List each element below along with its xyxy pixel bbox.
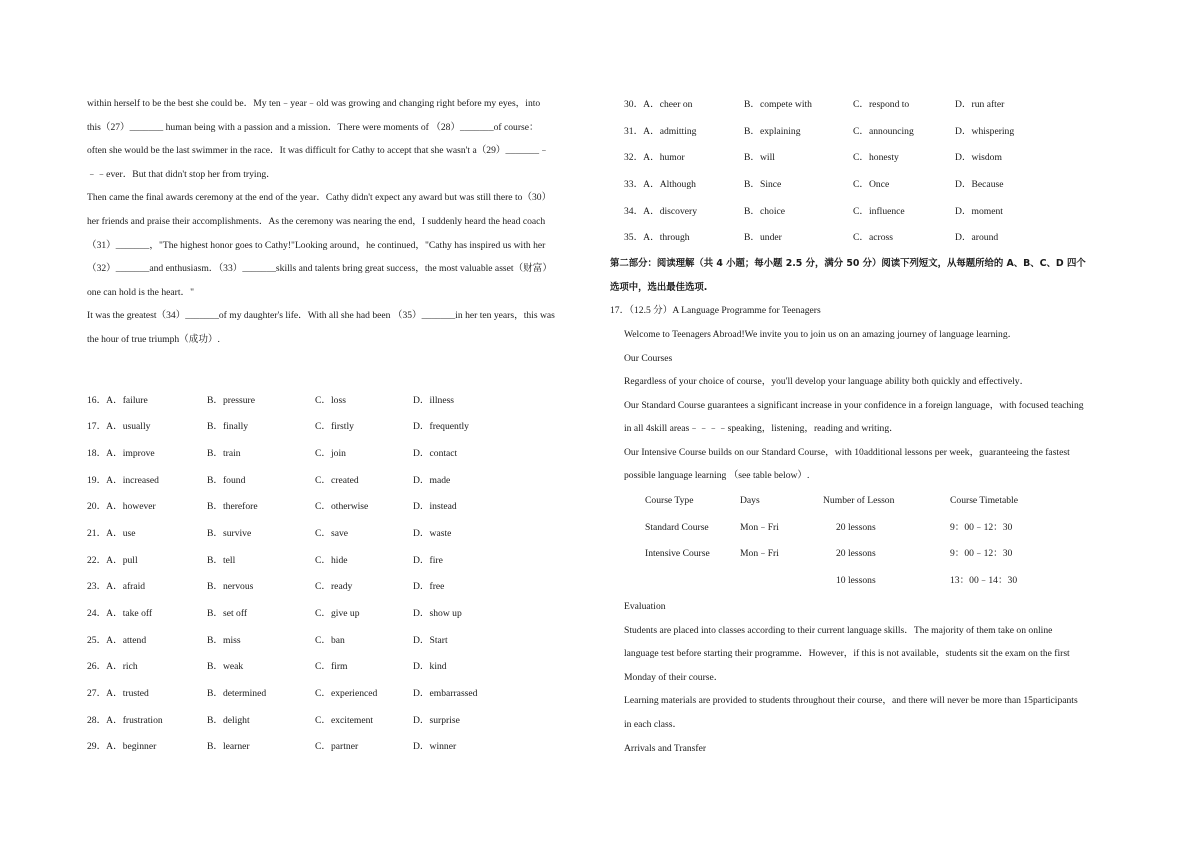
option-c: C．partner — [315, 741, 359, 753]
section-heading: 第二部分：阅读理解（共 4 小题；每小题 2.5 分，满分 50 分）阅读下列短文，从每题所给的 A、B、C、D 四个 — [610, 258, 1086, 270]
table-header: Course Timetable — [950, 495, 1018, 507]
option-b: B．delight — [207, 714, 250, 726]
section-heading: 选项中，选出最佳选项. — [610, 281, 708, 293]
table-cell: Mon﹣Fri — [740, 548, 779, 560]
option-d: D．around — [955, 232, 999, 244]
option-a: 18．A．improve — [87, 447, 155, 459]
subheading: Evaluation — [624, 601, 666, 613]
option-c: C．ban — [315, 634, 345, 646]
option-a: 27．A．trusted — [87, 688, 149, 700]
passage-line: Regardless of your choice of course，you'll develop your language ability both quickly and effectively． — [624, 376, 1030, 388]
table-header: Days — [740, 495, 760, 507]
option-a: 30．A．cheer on — [624, 99, 693, 110]
left-column — [87, 92, 590, 761]
question-title: 17．（12.5 分）A Language Programme for Teenagers — [610, 305, 821, 317]
option-d: D．moment — [955, 205, 1003, 217]
option-row — [610, 145, 1130, 172]
option-c: C．otherwise — [315, 501, 369, 513]
option-d: D．winner — [413, 741, 457, 753]
option-row — [87, 574, 590, 601]
option-d: D．show up — [413, 608, 462, 620]
option-a: 31．A．admitting — [624, 125, 697, 137]
table-header: Number of Lesson — [823, 495, 895, 507]
option-b: B．choice — [744, 205, 786, 217]
option-c: C．ready — [315, 581, 353, 593]
option-row — [610, 225, 1130, 252]
option-b: B．pressure — [207, 394, 255, 406]
reading-passage-continued — [610, 595, 1130, 760]
passage-line: in all 4skill areas﹣﹣﹣﹣speaking，listening，reading and writing． — [624, 423, 899, 435]
table-cell: Mon﹣Fri — [740, 521, 779, 533]
passage-line: the hour of true triumph（成功）. — [87, 333, 220, 345]
option-a: 33．A．Although — [624, 179, 696, 191]
passage-line: possible language learning （see table below）. — [624, 470, 810, 482]
passage-line: this（27）_______ human being with a passion and a mission．There were moments of （28）_______of course： — [87, 121, 539, 133]
passage-line: within herself to be the best she could be．My ten﹣year﹣old was growing and changing right before my eyes，into — [87, 98, 541, 109]
option-d: D．surprise — [413, 714, 460, 726]
table-header: Course Type — [645, 495, 694, 507]
table-cell: 9：00﹣12：30 — [950, 521, 1013, 533]
passage-line: Welcome to Teenagers Abroad!We invite you to join us on an amazing journey of language learning． — [624, 328, 1018, 340]
option-c: C．respond to — [853, 99, 910, 110]
option-b: B．Since — [744, 179, 782, 191]
passage-line: Our Standard Course guarantees a significant increase in your confidence in a foreign language，with focused teaching — [624, 399, 1084, 411]
option-c: C．firstly — [315, 421, 354, 433]
option-row — [87, 388, 590, 415]
reading-passage — [610, 323, 1130, 488]
option-a: 35．A．through — [624, 232, 690, 244]
option-a: 23．A．afraid — [87, 581, 146, 593]
table-cell: Standard Course — [645, 521, 709, 533]
option-row — [610, 172, 1130, 199]
option-b: B．learner — [207, 741, 250, 753]
option-c: C．announcing — [853, 125, 914, 137]
passage-line: Learning materials are provided to students throughout their course，and there will never be more than 15participants — [624, 695, 1078, 707]
option-b: B．compete with — [744, 99, 812, 110]
option-d: D．frequently — [413, 421, 469, 433]
option-d: D．instead — [413, 501, 457, 513]
option-row — [87, 414, 590, 441]
option-row — [87, 521, 590, 548]
option-c: C．firm — [315, 661, 348, 673]
option-row — [610, 199, 1130, 226]
table-row — [624, 541, 1130, 568]
option-row — [87, 468, 590, 495]
cloze-passage — [87, 92, 590, 352]
option-b: B．under — [744, 232, 782, 244]
option-c: C．give up — [315, 608, 360, 620]
option-a: 25．A．attend — [87, 634, 147, 646]
options-list — [87, 388, 590, 762]
table-cell: 10 lessons — [836, 575, 876, 587]
option-b: B．nervous — [207, 581, 254, 593]
option-b: B．weak — [207, 661, 244, 673]
table-row — [624, 568, 1130, 595]
table-cell: 13：00﹣14：30 — [950, 575, 1018, 587]
passage-line: Monday of their course． — [624, 671, 724, 683]
option-d: D．kind — [413, 661, 447, 673]
option-b: B．survive — [207, 527, 252, 539]
option-row — [87, 628, 590, 655]
option-a: 24．A．take off — [87, 608, 153, 620]
option-row — [87, 654, 590, 681]
option-b: B．tell — [207, 554, 236, 566]
option-d: D．contact — [413, 447, 458, 459]
passage-line: ﹣﹣ever．But that didn't stop her from trying． — [87, 168, 276, 180]
passage-line: It was the greatest（34）_______of my daughter's life．With all she had been （35）_______in her ten years，this was — [87, 310, 555, 322]
passage-line: in each class． — [624, 719, 683, 731]
table-cell: Intensive Course — [645, 548, 710, 560]
passage-line: （32）_______and enthusiasm．（33）_______skills and talents bring great success，the most valuable asset（财富） — [87, 263, 552, 275]
option-d: D．made — [413, 474, 451, 486]
option-row — [87, 441, 590, 468]
option-c: C．created — [315, 474, 359, 486]
option-row — [610, 92, 1130, 119]
option-b: B．determined — [207, 688, 267, 700]
option-b: B．therefore — [207, 501, 258, 513]
option-a: 16．A．failure — [87, 394, 148, 406]
passage-line: often she would be the last swimmer in the race．It was difficult for Cathy to accept that she wasn't a（29）_______﹣ — [87, 145, 549, 157]
option-b: B．finally — [207, 421, 249, 433]
subheading: Arrivals and Transfer — [624, 742, 707, 754]
option-d: D．illness — [413, 394, 455, 406]
option-d: D．embarrassed — [413, 688, 478, 700]
option-c: C．honesty — [853, 152, 899, 164]
option-b: B．miss — [207, 634, 241, 646]
option-row — [87, 681, 590, 708]
option-d: D．whispering — [955, 125, 1015, 137]
spacer — [87, 352, 590, 388]
option-row — [87, 601, 590, 628]
passage-line: Our Intensive Course builds on our Standard Course，with 10additional lessons per week，guaranteeing the fastest — [624, 446, 1070, 458]
option-d: D．Because — [955, 179, 1004, 191]
passage-line: one can hold is the heart．" — [87, 286, 195, 298]
table-header-row — [624, 488, 1130, 515]
option-c: C．save — [315, 527, 349, 539]
table-row — [624, 515, 1130, 542]
option-row — [610, 119, 1130, 146]
option-c: C．across — [853, 232, 893, 244]
option-b: B．train — [207, 447, 241, 459]
option-c: C．experienced — [315, 688, 378, 700]
option-b: B．explaining — [744, 125, 801, 137]
option-d: D．free — [413, 581, 445, 593]
option-a: 26．A．rich — [87, 661, 138, 673]
option-b: B．found — [207, 474, 246, 486]
option-a: 20．A．however — [87, 501, 156, 513]
table-cell: 20 lessons — [836, 548, 876, 560]
option-d: D．run after — [955, 99, 1005, 110]
passage-line: Then came the final awards ceremony at the end of the year．Cathy didn't expect any award but was still there to（30） — [87, 192, 552, 204]
option-a: 22．A．pull — [87, 554, 138, 566]
option-d: D．wisdom — [955, 152, 1002, 164]
option-c: C．join — [315, 447, 346, 459]
option-d: D．Start — [413, 634, 448, 646]
option-d: D．waste — [413, 527, 452, 539]
option-row — [87, 548, 590, 575]
option-a: 29．A．beginner — [87, 741, 157, 753]
table-cell: 9：00﹣12：30 — [950, 548, 1013, 560]
option-a: 34．A．discovery — [624, 205, 698, 217]
options-list — [610, 92, 1130, 252]
option-a: 17．A．usually — [87, 421, 151, 433]
right-column — [610, 92, 1130, 760]
option-c: C．influence — [853, 205, 905, 217]
option-c: C．excitement — [315, 714, 374, 726]
option-c: C．Once — [853, 179, 890, 191]
option-c: C．loss — [315, 394, 346, 406]
option-a: 21．A．use — [87, 527, 136, 539]
option-row — [87, 708, 590, 735]
option-a: 19．A．increased — [87, 474, 159, 486]
passage-line: （31）_______，"The highest honor goes to Cathy!"Looking around，he continued，"Cathy has inspired us with her — [87, 239, 546, 251]
passage-line: Students are placed into classes according to their current language skills．The majority of them take on online — [624, 624, 1053, 636]
passage-line: language test before starting their programme．However，if this is not available，students sit the exam on the first — [624, 648, 1070, 660]
table-cell: 20 lessons — [836, 521, 876, 533]
option-d: D．fire — [413, 554, 443, 566]
course-table — [624, 488, 1130, 595]
option-c: C．hide — [315, 554, 348, 566]
option-b: B．set off — [207, 608, 248, 620]
option-row — [87, 734, 590, 761]
option-a: 28．A．frustration — [87, 714, 163, 726]
passage-line: her friends and praise their accomplishments．As the ceremony was nearing the end，I suddenly heard the head coach — [87, 215, 546, 227]
option-row — [87, 494, 590, 521]
option-b: B．will — [744, 152, 775, 164]
option-a: 32．A．humor — [624, 152, 685, 164]
subheading: Our Courses — [624, 352, 673, 364]
